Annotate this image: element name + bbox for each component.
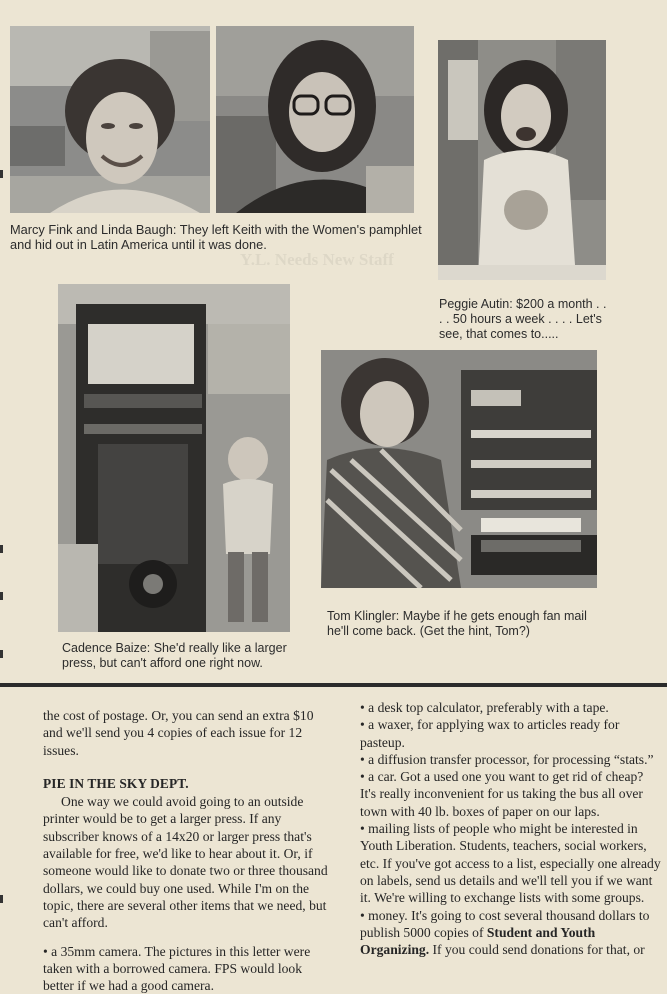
photo-cadence-baize	[58, 284, 290, 632]
bleed-through-text: Y.L. Needs New Staff	[240, 250, 394, 269]
intro-paragraph: the cost of postage. Or, you can send an extra $10 and we'll send you 4 copies of each issue for 12 issues.	[43, 708, 314, 758]
photo-tom-klingler	[321, 350, 597, 588]
margin-tick	[0, 592, 3, 600]
right-column	[360, 699, 662, 958]
bullet-car: • a car. Got a used one you want to get rid of cheap? It's really inconvenient for us taking the bus all over town with 40 lb. boxes of paper on our laps.	[360, 769, 644, 819]
caption-marcy-linda: Marcy Fink and Linda Baugh: They left Keith with the Women's pamphlet and hid out in Latin America until it was done.	[10, 222, 422, 252]
photo-marcy-fink	[10, 26, 210, 213]
bullet-waxer: • a waxer, for applying wax to articles ready for pasteup.	[360, 717, 620, 750]
left-column	[43, 707, 333, 994]
bullet-transfer-processor: • a diffusion transfer processor, for processing “stats.”	[360, 751, 654, 767]
caption-tom: Tom Klingler: Maybe if he gets enough fan mail he'll come back. (Get the hint, Tom?)	[327, 609, 587, 638]
photo-peggie-autin	[438, 40, 606, 280]
photo-linda-baugh	[216, 26, 414, 213]
margin-tick	[0, 895, 3, 903]
money-text: • money. It's going to cost several thousand dollars to publish 5000 copies of	[360, 907, 650, 940]
margin-tick	[0, 545, 3, 553]
press-paragraph: One way we could avoid going to an outside printer would be to get a larger press. If any subscriber knows of a 14x20 or larger press that's available for free, we'd like to hear about it. Or, if someone would like to donate two or three thousand dollars, we could buy one used. While I'm on the topic, there are several other items that we need, but can't afford.	[43, 794, 328, 931]
section-divider-rule	[0, 683, 667, 687]
section-heading: PIE IN THE SKY DEPT.	[43, 775, 189, 791]
margin-tick	[0, 170, 3, 178]
bullet-camera: • a 35mm camera. The pictures in this letter were taken with a borrowed camera. FPS would look better if we had a good camera.	[43, 943, 311, 994]
bullet-mailing-lists: • mailing lists of people who might be interested in Youth Liberation. Students, teachers, social workers, etc. If you've got access to a list, especially one already on labels, send us details and we'll tell you if we want it. We're willing to exchange lists with some groups.	[360, 821, 661, 906]
money-tail: If you could send donations for that, or	[432, 942, 645, 958]
caption-cadence: Cadence Baize: She'd really like a larger press, but can't afford one right now.	[62, 641, 287, 670]
caption-peggie: Peggie Autin: $200 a month . . . . 50 hours a week . . . . Let's see, that comes to.....	[439, 297, 607, 341]
publication-title: Student and Youth Organizing.	[360, 924, 596, 958]
margin-tick	[0, 650, 3, 658]
bullet-money	[360, 907, 662, 959]
bullet-calculator: • a desk top calculator, preferably with a tape.	[360, 700, 609, 715]
